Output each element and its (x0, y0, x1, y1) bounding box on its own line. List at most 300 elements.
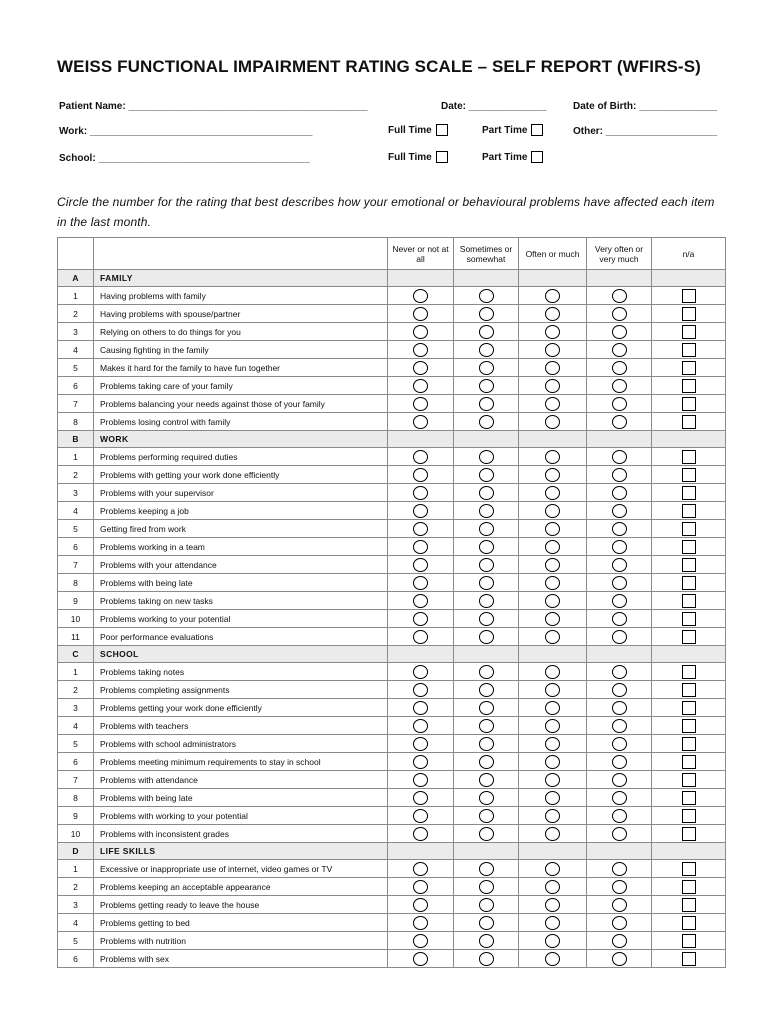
rating-circle-sometimes[interactable] (479, 880, 494, 894)
school-full-time-checkbox[interactable] (436, 151, 448, 163)
rating-circle-never[interactable] (413, 504, 428, 518)
rating-cell (587, 287, 652, 305)
rating-circle-never[interactable] (413, 415, 428, 429)
rating-cell (388, 502, 454, 520)
rating-circle-never[interactable] (413, 630, 428, 644)
rating-circle-very-often[interactable] (612, 379, 627, 393)
rating-circle-never[interactable] (413, 862, 428, 876)
table-row (58, 699, 726, 717)
form-title: WEISS FUNCTIONAL IMPAIRMENT RATING SCALE – SELF REPORT (WFIRS-S) (57, 57, 701, 76)
rating-cell (388, 735, 454, 753)
rating-circle-often[interactable] (545, 773, 560, 787)
rating-circle-sometimes[interactable] (479, 289, 494, 303)
rating-cell (519, 753, 587, 771)
rating-circle-often[interactable] (545, 522, 560, 536)
rating-circle-very-often[interactable] (612, 468, 627, 482)
rating-circle-very-often[interactable] (612, 862, 627, 876)
rating-circle-never[interactable] (413, 773, 428, 787)
work-full-time-checkbox[interactable] (436, 124, 448, 136)
column-header-often: Often or much (519, 238, 587, 270)
rating-cell (388, 341, 454, 359)
rating-cell (454, 287, 519, 305)
section-name: FAMILY (94, 270, 388, 287)
rating-circle-never[interactable] (413, 737, 428, 751)
rating-circle-very-often[interactable] (612, 683, 627, 697)
rating-circle-never[interactable] (413, 468, 428, 482)
rating-circle-very-often[interactable] (612, 307, 627, 321)
rating-circle-often[interactable] (545, 701, 560, 715)
rating-cell (454, 448, 519, 466)
item-text: Problems performing required duties (94, 448, 388, 466)
rating-circle-sometimes[interactable] (479, 737, 494, 751)
rating-circle-sometimes[interactable] (479, 540, 494, 554)
rating-cell (587, 860, 652, 878)
rating-circle-very-often[interactable] (612, 934, 627, 948)
na-cell (652, 735, 726, 753)
rating-circle-never[interactable] (413, 325, 428, 339)
na-checkbox[interactable] (682, 683, 696, 697)
rating-circle-very-often[interactable] (612, 361, 627, 375)
rating-cell (388, 932, 454, 950)
na-checkbox[interactable] (682, 612, 696, 626)
rating-circle-often[interactable] (545, 880, 560, 894)
rating-circle-often[interactable] (545, 307, 560, 321)
rating-circle-sometimes[interactable] (479, 630, 494, 644)
na-checkbox[interactable] (682, 773, 696, 787)
rating-circle-very-often[interactable] (612, 916, 627, 930)
na-checkbox[interactable] (682, 916, 696, 930)
rating-circle-sometimes[interactable] (479, 791, 494, 805)
item-number: 2 (58, 466, 94, 484)
na-checkbox[interactable] (682, 379, 696, 393)
item-number: 2 (58, 878, 94, 896)
rating-circle-often[interactable] (545, 737, 560, 751)
na-cell (652, 538, 726, 556)
rating-circle-never[interactable] (413, 683, 428, 697)
rating-circle-very-often[interactable] (612, 665, 627, 679)
rating-circle-very-often[interactable] (612, 701, 627, 715)
na-checkbox[interactable] (682, 397, 696, 411)
rating-circle-often[interactable] (545, 952, 560, 966)
na-checkbox[interactable] (682, 522, 696, 536)
item-number: 10 (58, 825, 94, 843)
rating-circle-often[interactable] (545, 665, 560, 679)
rating-circle-sometimes[interactable] (479, 934, 494, 948)
rating-circle-often[interactable] (545, 540, 560, 554)
na-checkbox[interactable] (682, 325, 696, 339)
rating-circle-sometimes[interactable] (479, 719, 494, 733)
item-number: 4 (58, 717, 94, 735)
na-checkbox[interactable] (682, 862, 696, 876)
na-checkbox[interactable] (682, 361, 696, 375)
section-header-cell (388, 431, 454, 448)
rating-circle-never[interactable] (413, 827, 428, 841)
rating-circle-sometimes[interactable] (479, 486, 494, 500)
na-cell (652, 466, 726, 484)
rating-circle-often[interactable] (545, 612, 560, 626)
rating-circle-sometimes[interactable] (479, 558, 494, 572)
rating-circle-sometimes[interactable] (479, 343, 494, 357)
rating-circle-very-often[interactable] (612, 612, 627, 626)
rating-circle-very-often[interactable] (612, 397, 627, 411)
rating-circle-never[interactable] (413, 397, 428, 411)
date-field[interactable]: Date: ______________ (441, 101, 547, 112)
rating-circle-very-often[interactable] (612, 755, 627, 769)
rating-circle-often[interactable] (545, 791, 560, 805)
rating-cell (519, 717, 587, 735)
rating-circle-often[interactable] (545, 594, 560, 608)
rating-circle-never[interactable] (413, 665, 428, 679)
rating-circle-never[interactable] (413, 522, 428, 536)
item-number: 5 (58, 932, 94, 950)
na-checkbox[interactable] (682, 558, 696, 572)
rating-cell (454, 932, 519, 950)
rating-cell (519, 771, 587, 789)
section-header-cell (519, 270, 587, 287)
rating-circle-often[interactable] (545, 486, 560, 500)
na-checkbox[interactable] (682, 450, 696, 464)
rating-circle-very-often[interactable] (612, 719, 627, 733)
rating-circle-never[interactable] (413, 880, 428, 894)
rating-cell (519, 287, 587, 305)
na-checkbox[interactable] (682, 665, 696, 679)
rating-cell (388, 377, 454, 395)
rating-cell (454, 359, 519, 377)
rating-cell (587, 681, 652, 699)
rating-cell (519, 484, 587, 502)
item-text: Problems taking on new tasks (94, 592, 388, 610)
rating-circle-never[interactable] (413, 952, 428, 966)
rating-circle-never[interactable] (413, 307, 428, 321)
rating-circle-never[interactable] (413, 594, 428, 608)
rating-cell (587, 825, 652, 843)
rating-cell (587, 699, 652, 717)
rating-circle-often[interactable] (545, 397, 560, 411)
rating-circle-very-often[interactable] (612, 486, 627, 500)
rating-circle-often[interactable] (545, 630, 560, 644)
rating-cell (587, 717, 652, 735)
rating-circle-often[interactable] (545, 934, 560, 948)
rating-circle-sometimes[interactable] (479, 397, 494, 411)
item-text: Problems with sex (94, 950, 388, 968)
rating-cell (388, 395, 454, 413)
rating-circle-very-often[interactable] (612, 898, 627, 912)
na-checkbox[interactable] (682, 755, 696, 769)
section-header-cell (587, 646, 652, 663)
rating-table (57, 237, 726, 968)
rating-cell (388, 789, 454, 807)
work-field[interactable]: Work: ________________________________________ (59, 126, 313, 137)
rating-circle-never[interactable] (413, 450, 428, 464)
section-header-work (58, 431, 726, 448)
rating-cell (454, 878, 519, 896)
rating-circle-often[interactable] (545, 916, 560, 930)
section-header-cell (652, 843, 726, 860)
rating-circle-sometimes[interactable] (479, 683, 494, 697)
table-row (58, 681, 726, 699)
rating-cell (519, 628, 587, 646)
rating-circle-often[interactable] (545, 504, 560, 518)
rating-circle-very-often[interactable] (612, 415, 627, 429)
rating-circle-often[interactable] (545, 361, 560, 375)
section-letter: A (58, 270, 94, 287)
other-field[interactable]: Other: ____________________ (573, 126, 718, 137)
rating-circle-often[interactable] (545, 415, 560, 429)
rating-circle-very-often[interactable] (612, 289, 627, 303)
rating-circle-sometimes[interactable] (479, 773, 494, 787)
na-checkbox[interactable] (682, 468, 696, 482)
table-row (58, 341, 726, 359)
rating-circle-often[interactable] (545, 325, 560, 339)
rating-circle-sometimes[interactable] (479, 450, 494, 464)
school-full-time[interactable] (388, 151, 448, 163)
na-checkbox[interactable] (682, 809, 696, 823)
rating-cell (519, 556, 587, 574)
rating-circle-sometimes[interactable] (479, 325, 494, 339)
rating-circle-sometimes[interactable] (479, 665, 494, 679)
rating-circle-never[interactable] (413, 791, 428, 805)
rating-cell (519, 681, 587, 699)
rating-circle-often[interactable] (545, 719, 560, 733)
na-cell (652, 699, 726, 717)
item-number: 6 (58, 753, 94, 771)
na-checkbox[interactable] (682, 952, 696, 966)
rating-circle-often[interactable] (545, 343, 560, 357)
rating-circle-very-often[interactable] (612, 576, 627, 590)
item-number: 5 (58, 359, 94, 377)
rating-cell (454, 377, 519, 395)
rating-circle-often[interactable] (545, 558, 560, 572)
na-checkbox[interactable] (682, 594, 696, 608)
item-number: 7 (58, 395, 94, 413)
item-number: 2 (58, 305, 94, 323)
section-name: WORK (94, 431, 388, 448)
na-checkbox[interactable] (682, 719, 696, 733)
rating-cell (519, 592, 587, 610)
rating-circle-never[interactable] (413, 755, 428, 769)
rating-circle-never[interactable] (413, 916, 428, 930)
na-cell (652, 610, 726, 628)
rating-circle-sometimes[interactable] (479, 522, 494, 536)
rating-cell (519, 699, 587, 717)
section-header-cell (587, 270, 652, 287)
rating-circle-very-often[interactable] (612, 737, 627, 751)
rating-circle-never[interactable] (413, 361, 428, 375)
section-letter: C (58, 646, 94, 663)
item-text: Having problems with family (94, 287, 388, 305)
rating-circle-sometimes[interactable] (479, 701, 494, 715)
work-full-time[interactable] (388, 124, 448, 136)
rating-circle-very-often[interactable] (612, 630, 627, 644)
na-checkbox[interactable] (682, 415, 696, 429)
na-checkbox[interactable] (682, 934, 696, 948)
patient-name-field[interactable]: Patient Name: ___________________________________________ (59, 101, 368, 112)
na-checkbox[interactable] (682, 576, 696, 590)
rating-circle-often[interactable] (545, 468, 560, 482)
rating-cell (388, 574, 454, 592)
rating-circle-very-often[interactable] (612, 952, 627, 966)
na-checkbox[interactable] (682, 343, 696, 357)
rating-circle-sometimes[interactable] (479, 307, 494, 321)
rating-cell (519, 305, 587, 323)
rating-circle-often[interactable] (545, 576, 560, 590)
rating-circle-very-often[interactable] (612, 773, 627, 787)
item-text: Problems with inconsistent grades (94, 825, 388, 843)
rating-circle-very-often[interactable] (612, 522, 627, 536)
rating-cell (519, 789, 587, 807)
rating-circle-often[interactable] (545, 827, 560, 841)
na-checkbox[interactable] (682, 486, 696, 500)
rating-circle-very-often[interactable] (612, 594, 627, 608)
rating-circle-very-often[interactable] (612, 325, 627, 339)
rating-circle-very-often[interactable] (612, 540, 627, 554)
rating-cell (454, 914, 519, 932)
section-header-life-skills (58, 843, 726, 860)
section-header-family (58, 270, 726, 287)
rating-circle-sometimes[interactable] (479, 468, 494, 482)
na-checkbox[interactable] (682, 504, 696, 518)
na-cell (652, 556, 726, 574)
rating-circle-never[interactable] (413, 540, 428, 554)
na-cell (652, 771, 726, 789)
rating-circle-never[interactable] (413, 701, 428, 715)
school-part-time-label: Part Time (482, 152, 528, 163)
na-checkbox[interactable] (682, 827, 696, 841)
school-part-time-checkbox[interactable] (531, 151, 543, 163)
rating-circle-often[interactable] (545, 683, 560, 697)
rating-cell (587, 377, 652, 395)
dob-field[interactable]: Date of Birth: ______________ (573, 101, 717, 112)
na-checkbox[interactable] (682, 737, 696, 751)
item-text: Problems working to your potential (94, 610, 388, 628)
column-header-na: n/a (652, 238, 726, 270)
rating-cell (519, 825, 587, 843)
rating-circle-never[interactable] (413, 379, 428, 393)
rating-circle-often[interactable] (545, 898, 560, 912)
na-checkbox[interactable] (682, 791, 696, 805)
rating-circle-very-often[interactable] (612, 558, 627, 572)
na-cell (652, 287, 726, 305)
rating-circle-often[interactable] (545, 379, 560, 393)
table-row (58, 914, 726, 932)
na-checkbox[interactable] (682, 898, 696, 912)
rating-circle-sometimes[interactable] (479, 379, 494, 393)
na-checkbox[interactable] (682, 880, 696, 894)
rating-cell (587, 574, 652, 592)
na-cell (652, 628, 726, 646)
column-header-sometimes: Sometimes or somewhat (454, 238, 519, 270)
rating-cell (454, 538, 519, 556)
rating-circle-very-often[interactable] (612, 809, 627, 823)
rating-circle-sometimes[interactable] (479, 576, 494, 590)
rating-cell (587, 448, 652, 466)
school-full-time-label: Full Time (388, 152, 432, 163)
rating-circle-very-often[interactable] (612, 450, 627, 464)
work-part-time-label: Part Time (482, 125, 528, 136)
rating-cell (519, 574, 587, 592)
work-part-time-checkbox[interactable] (531, 124, 543, 136)
rating-circle-very-often[interactable] (612, 791, 627, 805)
rating-cell (454, 323, 519, 341)
rating-circle-very-often[interactable] (612, 880, 627, 894)
section-header-cell (652, 431, 726, 448)
na-cell (652, 448, 726, 466)
rating-circle-sometimes[interactable] (479, 361, 494, 375)
na-cell (652, 592, 726, 610)
rating-circle-often[interactable] (545, 809, 560, 823)
section-header-cell (388, 646, 454, 663)
rating-circle-very-often[interactable] (612, 504, 627, 518)
section-header-cell (519, 431, 587, 448)
rating-circle-often[interactable] (545, 450, 560, 464)
item-text: Problems getting your work done efficiently (94, 699, 388, 717)
rating-circle-very-often[interactable] (612, 343, 627, 357)
school-part-time[interactable] (482, 151, 543, 163)
rating-circle-never[interactable] (413, 934, 428, 948)
rating-circle-sometimes[interactable] (479, 916, 494, 930)
rating-circle-sometimes[interactable] (479, 862, 494, 876)
rating-cell (454, 771, 519, 789)
item-number: 4 (58, 914, 94, 932)
na-cell (652, 413, 726, 431)
rating-circle-often[interactable] (545, 289, 560, 303)
rating-cell (454, 395, 519, 413)
na-cell (652, 305, 726, 323)
na-checkbox[interactable] (682, 701, 696, 715)
rating-circle-sometimes[interactable] (479, 952, 494, 966)
na-checkbox[interactable] (682, 307, 696, 321)
table-row (58, 735, 726, 753)
rating-cell (587, 950, 652, 968)
rating-circle-never[interactable] (413, 486, 428, 500)
rating-circle-sometimes[interactable] (479, 504, 494, 518)
rating-circle-often[interactable] (545, 755, 560, 769)
rating-circle-never[interactable] (413, 809, 428, 823)
rating-cell (388, 753, 454, 771)
section-header-cell (388, 843, 454, 860)
rating-circle-never[interactable] (413, 612, 428, 626)
work-part-time[interactable] (482, 124, 543, 136)
rating-circle-never[interactable] (413, 576, 428, 590)
rating-circle-never[interactable] (413, 719, 428, 733)
rating-circle-sometimes[interactable] (479, 755, 494, 769)
item-number: 1 (58, 663, 94, 681)
rating-circle-never[interactable] (413, 898, 428, 912)
na-checkbox[interactable] (682, 630, 696, 644)
rating-circle-often[interactable] (545, 862, 560, 876)
rating-cell (388, 538, 454, 556)
rating-cell (587, 896, 652, 914)
rating-circle-never[interactable] (413, 289, 428, 303)
rating-circle-never[interactable] (413, 343, 428, 357)
item-text: Problems with getting your work done efficiently (94, 466, 388, 484)
rating-circle-very-often[interactable] (612, 827, 627, 841)
rating-circle-sometimes[interactable] (479, 594, 494, 608)
na-cell (652, 484, 726, 502)
item-text: Problems taking notes (94, 663, 388, 681)
school-field[interactable]: School: ______________________________________ (59, 153, 310, 164)
na-checkbox[interactable] (682, 540, 696, 554)
rating-circle-sometimes[interactable] (479, 612, 494, 626)
rating-circle-sometimes[interactable] (479, 415, 494, 429)
rating-circle-sometimes[interactable] (479, 827, 494, 841)
item-number: 6 (58, 538, 94, 556)
rating-circle-never[interactable] (413, 558, 428, 572)
rating-circle-sometimes[interactable] (479, 809, 494, 823)
na-cell (652, 323, 726, 341)
na-checkbox[interactable] (682, 289, 696, 303)
rating-circle-sometimes[interactable] (479, 898, 494, 912)
